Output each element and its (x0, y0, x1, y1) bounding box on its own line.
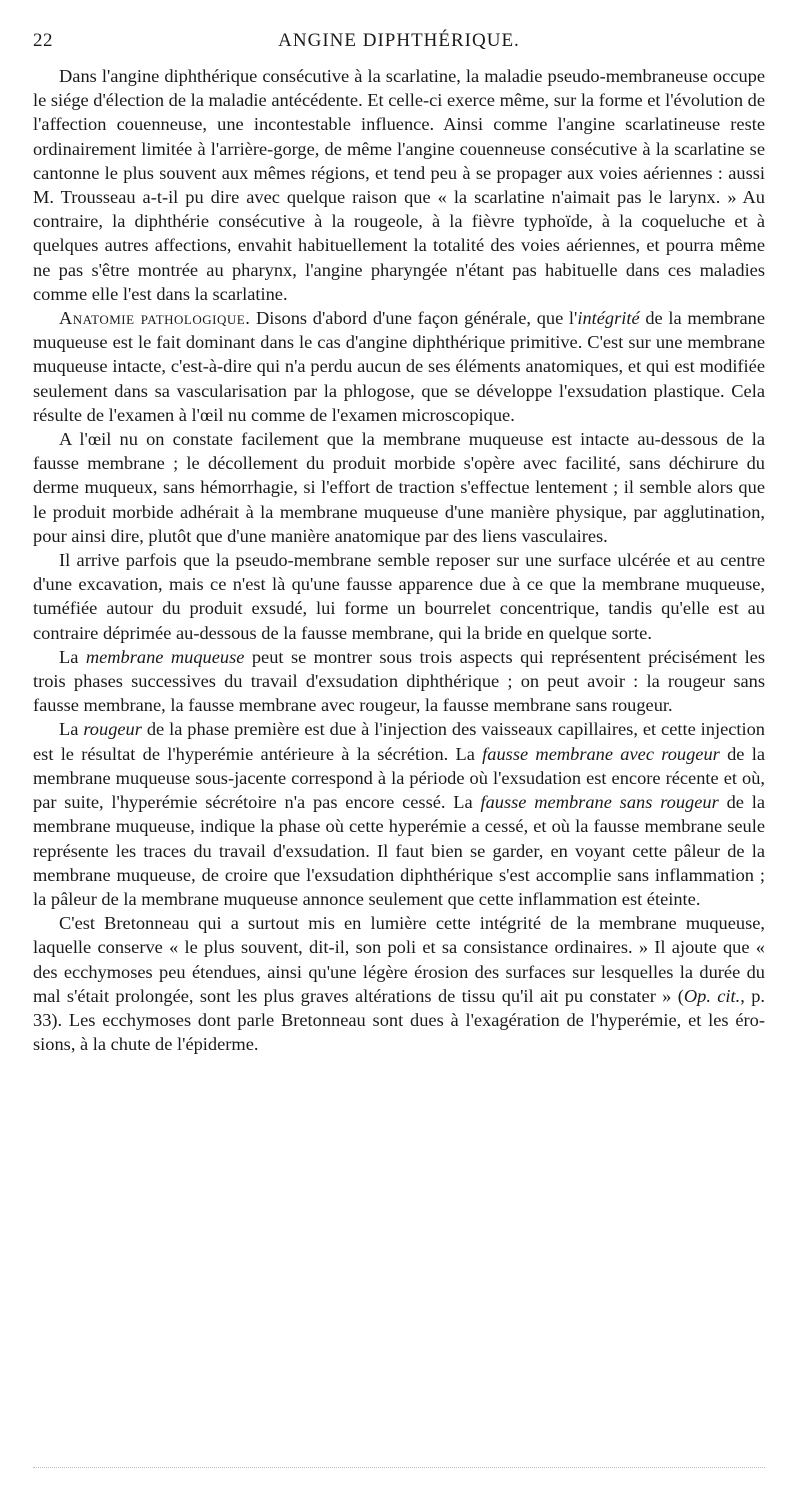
paragraph-4: Il arrive parfois que la pseudo-membrane semble reposer sur une surface ulcérée et au centre d'une excavation, mais ce n'est là qu'une fausse apparence due à ce que la membrane muqueuse, tuméfiée autour du produit exsudé, lui forme un bourrelet concentrique, tandis qu'elle est au contraire déprimée au-dessous de la fausse membrane, qui la bride en quelque sorte. (33, 550, 765, 643)
paragraph-3: A l'œil nu on constate facilement que la membrane muqueuse est intacte au-dessous de la fausse membrane ; le décollement du produit morbide s'opère avec facilité, sans déchirure du derme muqueux, sans hémorrhagie, si l'effort de traction s'effectue lentement ; il semble alors que le produit morbide adhérait à la membrane muqueuse d'une manière physique, par agglutination, pour ainsi dire, plutôt que d'une manière anatomique par des liens vasculaires. (33, 429, 765, 546)
paragraph-6: La rougeur de la phase première est due à l'injection des vaisseaux capillaires, et cette injection est le résultat de l'hyperémie antérieure à la sécrétion. La fausse membrane avec rougeur de la membrane muqueuse sous-jacente correspond à la période où l'exsudation est encore récente et où, par suite, l'hyperémie sécrétoire n'a pas encore cessé. La fausse membrane sans rougeur de la membrane muqueuse, indique la phase où cette hyperémie a cessé, et où la fausse membrane seule représente les traces du travail d'exsudation. Il faut bien se garder, en voyant cette pâleur de la membrane muqueuse, de croire que l'exsudation diphthérique s'est accomplie sans inflammation ; la pâleur de la membrane muqueuse annonce seulement que cette inflammation est éteinte. (33, 719, 766, 909)
emphasis-fausse-membrane-avec-rougeur: fausse membrane avec rougeur (482, 743, 720, 764)
emphasis-fausse-membrane-sans-rougeur: fausse membrane sans rougeur (480, 792, 719, 813)
paragraph-1: Dans l'angine diphthérique consécutive à la scarlatine, la maladie pseudo-membraneuse occupe le siége d'élection de la maladie antécédente. Et celle-ci exerce même, sur la forme et l'évolution de l'affection couenneuse, une incontestable influence. Ainsi comme l'angine scarlatineuse reste ordinairement limitée à l'arrière-gorge, de même l'angine couenneuse consécutive à la scarlatine se cantonne le plus souvent aux mêmes régions, et tend peu à se propager aux voies aériennes : aussi M. Trousseau a-t-il pu dire avec quelque raison que « la scarlatine n'aimait pas le larynx. » Au contraire, la diphthérie consécutive à la rougeole, à la fièvre typhoïde, à la coqueluche et à quelques autres affections, envahit habituellement la totalité des voies aériennes, et pourra même ne pas s'être montrée au pharynx, l'angine pharyngée n'étant pas habituelle dans ces maladies comme elle l'est dans la scarlatine. (33, 66, 765, 304)
section-heading-anatomie-pathologique: Anatomie pathologique. (59, 308, 251, 329)
paragraph-5: La membrane muqueuse peut se montrer sous trois aspects qui représentent précisément les trois phases successives du travail d'exsudation diphthérique ; on peut avoir : la rougeur sans fausse membrane, la fausse membrane avec rougeur, la fausse membrane sans rougeur. (33, 646, 765, 716)
emphasis-rougeur: rougeur (83, 719, 142, 740)
page-number: 22 (33, 30, 53, 51)
body-text (33, 64, 765, 1056)
emphasis-membrane-muqueuse: membrane muqueuse (85, 646, 245, 667)
paragraph-7: C'est Bretonneau qui a surtout mis en lumière cette intégrité de la membrane muqueuse, laquelle conserve « le plus souvent, dit-il, son poli et sa consistance ordinaires. » Il ajoute que « des ecchymoses peu étendues, ainsi qu'une légère érosion des surfaces sur lesquelles la durée du mal s'était prolongée, sont les plus graves altérations de tissu qu'il ait pu constater » (Op. cit., p. 33). Les ecchymoses dont parle Bretonneau sont dues à l'exagération de l'hyperémie, et les érosions, à la chute de l'épiderme. (33, 913, 765, 1055)
emphasis-integrite: intégrité (577, 308, 640, 329)
footer-scan-artifact-line (33, 1467, 765, 1468)
page-header (33, 30, 765, 54)
paragraph-2: Anatomie pathologique. Disons d'abord d'une façon générale, que l'intégrité de la membrane muqueuse est le fait dominant dans le cas d'angine diphthérique primitive. C'est sur une membrane muqueuse intacte, c'est-à-dire qui n'a perdu aucun de ses éléments anatomiques, et qui est modifiée seulement dans sa vascularisation par la phlogose, que se développe l'exsudation plastique. Cela résulte de l'examen à l'œil nu comme de l'examen microscopique. (33, 308, 765, 425)
document-page (33, 30, 765, 1056)
citation-page-ref: 33 (33, 1009, 52, 1030)
citation-op-cit: Op. cit. (683, 985, 741, 1006)
running-title: ANGINE DIPHTHÉRIQUE. (278, 30, 520, 51)
